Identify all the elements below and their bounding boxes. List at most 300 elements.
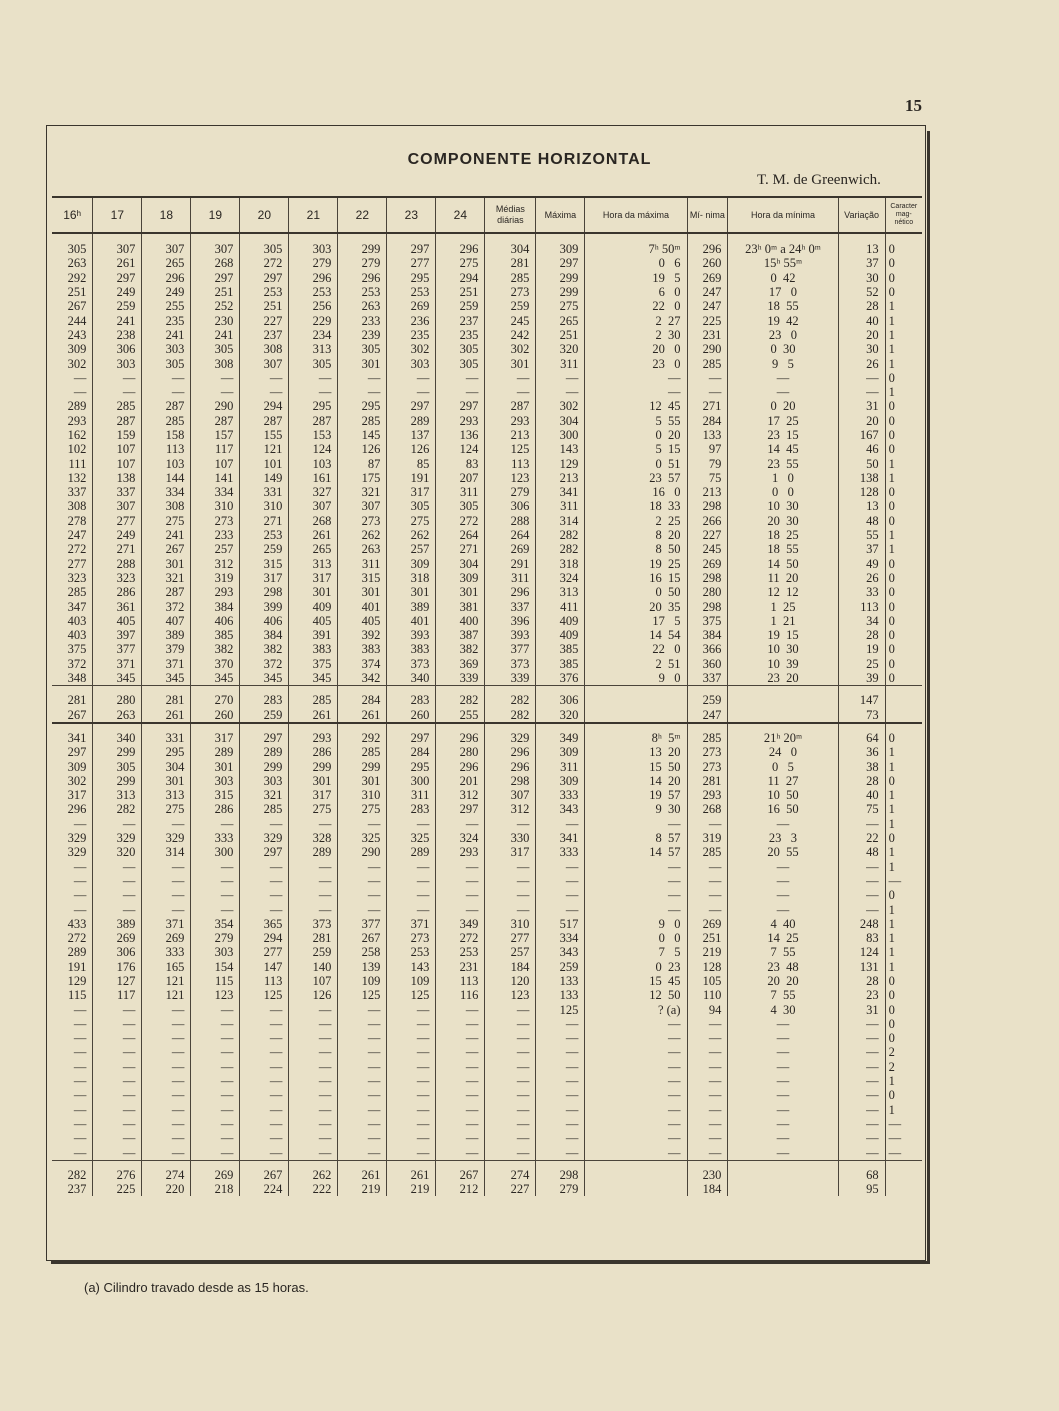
- table-cell: 379: [142, 642, 191, 656]
- table-cell: 302: [67, 356, 87, 371]
- table-cell: —: [728, 902, 838, 916]
- table-cell: 271: [436, 542, 485, 556]
- table-cell: —: [289, 1145, 338, 1160]
- table-cell: 0: [885, 599, 922, 613]
- table-cell: 68: [838, 1168, 885, 1182]
- table-cell: 97: [687, 442, 728, 456]
- table-cell: 268: [191, 256, 240, 270]
- table-cell: —: [687, 1145, 728, 1160]
- table-cell: 370: [191, 657, 240, 671]
- table-cell: 33: [838, 585, 885, 599]
- table-cell: 7 55: [728, 988, 838, 1002]
- table-cell: 289: [67, 945, 87, 960]
- table-cell: 297: [536, 256, 585, 270]
- table-cell: 219: [387, 1182, 436, 1196]
- table-cell: 315: [240, 557, 289, 571]
- table-cell: 123: [485, 471, 536, 485]
- table-cell: —: [728, 1074, 838, 1088]
- table-row: [52, 342, 922, 356]
- table-cell: —: [338, 371, 387, 385]
- table-row: [52, 1145, 922, 1160]
- table-row: [52, 356, 922, 370]
- table-cell: 10 30: [728, 499, 838, 513]
- table-cell: 75: [687, 471, 728, 485]
- table-cell: —: [485, 1002, 536, 1016]
- table-cell: 270: [191, 693, 240, 707]
- table-cell: 0: [885, 671, 922, 686]
- table-cell: —: [838, 1060, 885, 1074]
- table-cell: 318: [387, 571, 436, 585]
- table-cell: —: [687, 1017, 728, 1031]
- section-divider: [52, 723, 922, 731]
- table-cell: 301: [191, 759, 240, 773]
- table-cell: 125: [536, 1002, 585, 1016]
- table-cell: 155: [240, 428, 289, 442]
- table-cell: —: [240, 874, 289, 888]
- table-cell: 289: [67, 399, 87, 414]
- table-cell: 175: [338, 471, 387, 485]
- table-cell: 343: [536, 945, 585, 959]
- table-cell: —: [485, 1117, 536, 1131]
- table-cell: 123: [191, 988, 240, 1002]
- spacer-row: [52, 1160, 922, 1168]
- table-cell: 275: [338, 802, 387, 816]
- table-cell: 341: [67, 730, 87, 745]
- table-cell: 165: [142, 960, 191, 974]
- table-cell: —: [73, 1074, 87, 1089]
- table-cell: 407: [142, 614, 191, 628]
- table-cell: 317: [289, 788, 338, 802]
- table-row: [52, 557, 922, 571]
- table-cell: 311: [485, 571, 536, 585]
- table-cell: 280: [93, 693, 142, 707]
- table-cell: 273: [387, 931, 436, 945]
- table-cell: 310: [240, 499, 289, 513]
- table-cell: 0: [885, 642, 922, 656]
- table-cell: 297: [436, 399, 485, 413]
- spacer-cell: [387, 723, 436, 731]
- table-row: [52, 385, 922, 399]
- table-cell: —: [240, 859, 289, 873]
- table-cell: —: [142, 874, 191, 888]
- table-cell: 1: [885, 356, 922, 370]
- table-cell: 20 35: [585, 599, 687, 613]
- table-cell: —: [289, 1103, 338, 1117]
- table-cell: 12 12: [728, 585, 838, 599]
- spacer-cell: [289, 686, 338, 694]
- table-cell: —: [387, 902, 436, 916]
- footnote: (a) Cilindro travado desde as 15 horas.: [84, 1280, 309, 1295]
- spacer-cell: [338, 233, 387, 242]
- table-cell: 298: [687, 571, 728, 585]
- table-row: [52, 1002, 922, 1016]
- table-cell: —: [687, 902, 728, 916]
- table-cell: 312: [191, 557, 240, 571]
- table-cell: 139: [338, 960, 387, 974]
- table-cell: 315: [191, 788, 240, 802]
- table-cell: 348: [67, 671, 87, 686]
- table-cell: 385: [536, 642, 585, 656]
- table-cell: 1: [885, 845, 922, 859]
- table-cell: 55: [838, 528, 885, 542]
- table-cell: 113: [142, 442, 191, 456]
- table-row: [52, 242, 922, 256]
- table-cell: 4 30: [728, 1002, 838, 1016]
- table-cell: 286: [289, 745, 338, 759]
- table-cell: 141: [191, 471, 240, 485]
- table-cell: 296: [67, 802, 87, 817]
- table-cell: —: [191, 1103, 240, 1117]
- table-cell: 237: [240, 328, 289, 342]
- table-cell: —: [436, 1117, 485, 1131]
- table-cell: 161: [289, 471, 338, 485]
- table-cell: 113: [838, 599, 885, 613]
- table-cell: 0: [885, 571, 922, 585]
- table-row: [52, 802, 922, 816]
- spacer-cell: [93, 1160, 142, 1168]
- col-header: 22: [338, 197, 387, 233]
- table-cell: 314: [142, 845, 191, 859]
- table-row: [52, 1074, 922, 1088]
- table-cell: —: [536, 1088, 585, 1102]
- table-cell: 377: [338, 917, 387, 931]
- table-cell: 383: [289, 642, 338, 656]
- table-row: [52, 428, 922, 442]
- table-cell: 384: [240, 628, 289, 642]
- table-cell: 231: [687, 328, 728, 342]
- table-cell: —: [728, 1031, 838, 1045]
- table-cell: 234: [289, 328, 338, 342]
- table-cell: 271: [687, 399, 728, 413]
- table-cell: 73: [838, 708, 885, 723]
- table-cell: 105: [687, 974, 728, 988]
- table-cell: 251: [687, 931, 728, 945]
- table-cell: 242: [485, 328, 536, 342]
- table-cell: —: [93, 888, 142, 902]
- table-cell: 125: [240, 988, 289, 1002]
- table-cell: 286: [93, 585, 142, 599]
- table-cell: 287: [289, 414, 338, 428]
- table-cell: 294: [240, 399, 289, 413]
- table-cell: —: [536, 385, 585, 399]
- table-cell: 48: [838, 845, 885, 859]
- page-number: 15: [905, 96, 922, 115]
- table-cell: —: [338, 385, 387, 399]
- spacer-cell: [52, 1160, 93, 1168]
- table-cell: 117: [93, 988, 142, 1002]
- table-row: [52, 256, 922, 270]
- table-cell: 409: [289, 599, 338, 613]
- table-cell: 337: [485, 599, 536, 613]
- table-cell: 235: [387, 328, 436, 342]
- table-cell: 383: [338, 642, 387, 656]
- table-cell: 295: [338, 399, 387, 413]
- spacer-cell: [728, 1160, 838, 1168]
- spacer-cell: [240, 723, 289, 731]
- table-cell: 274: [485, 1168, 536, 1182]
- table-cell: 303: [142, 342, 191, 356]
- table-cell: —: [289, 1045, 338, 1059]
- table-cell: 269: [191, 1168, 240, 1182]
- table-cell: 283: [387, 802, 436, 816]
- table-cell: 307: [93, 242, 142, 256]
- table-cell: 257: [485, 945, 536, 959]
- table-cell: 37: [838, 542, 885, 556]
- table-cell: 296: [338, 271, 387, 285]
- table-cell: —: [142, 385, 191, 399]
- table-cell: 0: [885, 485, 922, 499]
- table-cell: 236: [387, 313, 436, 327]
- table-cell: 281: [485, 256, 536, 270]
- table-cell: —: [240, 1002, 289, 1016]
- table-cell: 360: [687, 657, 728, 671]
- spacer-cell: [485, 233, 536, 242]
- table-cell: 293: [436, 414, 485, 428]
- table-cell: —: [485, 888, 536, 902]
- table-cell: 147: [240, 960, 289, 974]
- table-cell: 333: [142, 945, 191, 959]
- table-cell: 285: [338, 414, 387, 428]
- table-cell: 125: [387, 988, 436, 1002]
- table-cell: 269: [387, 299, 436, 313]
- table-cell: —: [728, 1145, 838, 1160]
- table-cell: 282: [93, 802, 142, 816]
- table-cell: 124: [289, 442, 338, 456]
- table-cell: —: [73, 1059, 87, 1074]
- table-cell: 303: [93, 356, 142, 370]
- table-cell: —: [838, 1045, 885, 1059]
- table-title: COMPONENTE HORIZONTAL: [407, 151, 652, 168]
- table-cell: 83: [838, 931, 885, 945]
- spacer-cell: [485, 686, 536, 694]
- spacer-cell: [93, 233, 142, 242]
- table-cell: —: [289, 874, 338, 888]
- table-cell: —: [338, 1088, 387, 1102]
- table-cell: 277: [240, 945, 289, 959]
- table-cell: —: [687, 859, 728, 873]
- table-cell: —: [838, 888, 885, 902]
- table-cell: —: [191, 1074, 240, 1088]
- table-cell: 377: [485, 642, 536, 656]
- table-cell: —: [728, 1103, 838, 1117]
- table-cell: 239: [338, 328, 387, 342]
- table-cell: —: [240, 1045, 289, 1059]
- table-cell: 265: [289, 542, 338, 556]
- table-cell: 320: [93, 845, 142, 859]
- table-cell: —: [436, 1045, 485, 1059]
- table-cell: 311: [536, 499, 585, 513]
- table-cell: 391: [289, 628, 338, 642]
- col-header: Variação: [838, 197, 885, 233]
- table-cell: 340: [93, 731, 142, 745]
- table-cell: 303: [191, 774, 240, 788]
- table-cell: 14 54: [585, 628, 687, 642]
- table-cell: 299: [289, 759, 338, 773]
- table-cell: 225: [93, 1182, 142, 1196]
- table-cell: 191: [67, 959, 87, 974]
- table-cell: 0 5: [728, 759, 838, 773]
- table-cell: 253: [338, 285, 387, 299]
- table-cell: —: [289, 1117, 338, 1131]
- data-table: [52, 196, 922, 1196]
- table-cell: 0: [885, 731, 922, 745]
- table-cell: 285: [687, 356, 728, 370]
- table-cell: 392: [338, 628, 387, 642]
- table-cell: 1: [885, 859, 922, 873]
- table-cell: 310: [191, 499, 240, 513]
- table-cell: 0 42: [728, 271, 838, 285]
- table-cell: 269: [93, 931, 142, 945]
- table-cell: 9 5: [728, 356, 838, 370]
- table-cell: —: [191, 1131, 240, 1145]
- table-cell: 294: [436, 271, 485, 285]
- table-cell: —: [93, 817, 142, 831]
- table-row: [52, 571, 922, 585]
- table-cell: —: [485, 1103, 536, 1117]
- table-cell: 309: [67, 759, 87, 774]
- table-cell: 26: [838, 356, 885, 370]
- table-cell: 309: [536, 242, 585, 256]
- table-cell: 213: [485, 428, 536, 442]
- spacer-cell: [93, 686, 142, 694]
- table-cell: 0: [885, 1017, 922, 1031]
- table-cell: 310: [338, 788, 387, 802]
- table-cell: —: [728, 859, 838, 873]
- table-cell: 22 0: [585, 299, 687, 313]
- table-cell: 311: [536, 356, 585, 370]
- table-cell: 307: [93, 499, 142, 513]
- table-row: [52, 485, 922, 499]
- table-cell: 116: [436, 988, 485, 1002]
- table-cell: 229: [289, 313, 338, 327]
- table-cell: 241: [93, 313, 142, 327]
- table-cell: 269: [485, 542, 536, 556]
- table-cell: 1: [885, 313, 922, 327]
- table-cell: 317: [191, 731, 240, 745]
- table-cell: —: [142, 371, 191, 385]
- table-cell: 0: [885, 585, 922, 599]
- table-cell: 383: [387, 642, 436, 656]
- table-cell: 2 30: [585, 328, 687, 342]
- table-cell: —: [728, 1060, 838, 1074]
- table-cell: —: [240, 817, 289, 831]
- table-cell: 19 42: [728, 313, 838, 327]
- table-row: [52, 745, 922, 759]
- table-cell: —: [687, 385, 728, 399]
- table-cell: 294: [240, 931, 289, 945]
- table-cell: 297: [240, 731, 289, 745]
- table-cell: 371: [387, 917, 436, 931]
- spacer-cell: [191, 686, 240, 694]
- table-cell: 305: [142, 356, 191, 370]
- table-cell: 109: [387, 974, 436, 988]
- table-cell: 251: [240, 299, 289, 313]
- table-cell: 309: [387, 557, 436, 571]
- table-cell: 38: [838, 759, 885, 773]
- table-cell: [585, 693, 687, 707]
- table-cell: 253: [436, 945, 485, 959]
- table-cell: 304: [142, 759, 191, 773]
- table-cell: 297: [436, 802, 485, 816]
- table-cell: 272: [240, 256, 289, 270]
- table-cell: —: [687, 1088, 728, 1102]
- table-cell: 293: [191, 585, 240, 599]
- table-cell: 262: [338, 528, 387, 542]
- table-cell: —: [485, 902, 536, 916]
- table-cell: 2: [885, 1045, 922, 1059]
- table-cell: 296: [485, 745, 536, 759]
- table-cell: 261: [289, 528, 338, 542]
- table-row: [52, 888, 922, 902]
- table-cell: 144: [142, 471, 191, 485]
- table-cell: —: [885, 1131, 922, 1145]
- spacer-cell: [885, 233, 922, 242]
- table-cell: —: [838, 817, 885, 831]
- table-cell: 321: [142, 571, 191, 585]
- table-cell: 382: [240, 642, 289, 656]
- table-cell: 1 21: [728, 614, 838, 628]
- table-cell: —: [338, 859, 387, 873]
- table-cell: —: [838, 371, 885, 385]
- table-cell: 272: [67, 931, 87, 946]
- table-cell: 1: [885, 945, 922, 959]
- table-cell: [885, 693, 922, 707]
- table-cell: —: [289, 1074, 338, 1088]
- table-cell: 261: [338, 1168, 387, 1182]
- table-cell: —: [536, 1103, 585, 1117]
- table-cell: 222: [289, 1182, 338, 1196]
- table-cell: 382: [436, 642, 485, 656]
- table-cell: 131: [838, 960, 885, 974]
- table-cell: 333: [191, 831, 240, 845]
- spacer-cell: [485, 723, 536, 731]
- table-cell: 102: [67, 442, 87, 457]
- table-cell: 301: [338, 356, 387, 370]
- table-cell: 311: [536, 759, 585, 773]
- table-cell: —: [536, 1060, 585, 1074]
- table-cell: 121: [142, 974, 191, 988]
- table-cell: 1: [885, 917, 922, 931]
- time-reference: T. M. de Greenwich.: [757, 172, 881, 188]
- table-cell: 324: [536, 571, 585, 585]
- table-cell: 405: [93, 614, 142, 628]
- table-cell: 260: [687, 256, 728, 270]
- table-cell: 293: [687, 788, 728, 802]
- table-cell: 20: [838, 414, 885, 428]
- table-cell: 406: [240, 614, 289, 628]
- table-cell: —: [838, 1145, 885, 1160]
- table-row: [52, 285, 922, 299]
- table-cell: 184: [687, 1182, 728, 1196]
- table-row: [52, 902, 922, 916]
- table-cell: —: [838, 1074, 885, 1088]
- table-cell: 21ʰ 20ᵐ: [728, 731, 838, 745]
- table-cell: 306: [536, 693, 585, 707]
- table-cell: 14 45: [728, 442, 838, 456]
- table-cell: 64: [838, 731, 885, 745]
- table-cell: —: [387, 1017, 436, 1031]
- table-cell: 19 25: [585, 557, 687, 571]
- table-cell: —: [485, 1060, 536, 1074]
- table-cell: 167: [838, 428, 885, 442]
- table-cell: 312: [485, 802, 536, 816]
- table-cell: —: [93, 1002, 142, 1016]
- table-cell: 0: [885, 442, 922, 456]
- table-cell: —: [338, 1103, 387, 1117]
- table-row: [52, 931, 922, 945]
- table-cell: —: [838, 859, 885, 873]
- table-cell: —: [687, 1103, 728, 1117]
